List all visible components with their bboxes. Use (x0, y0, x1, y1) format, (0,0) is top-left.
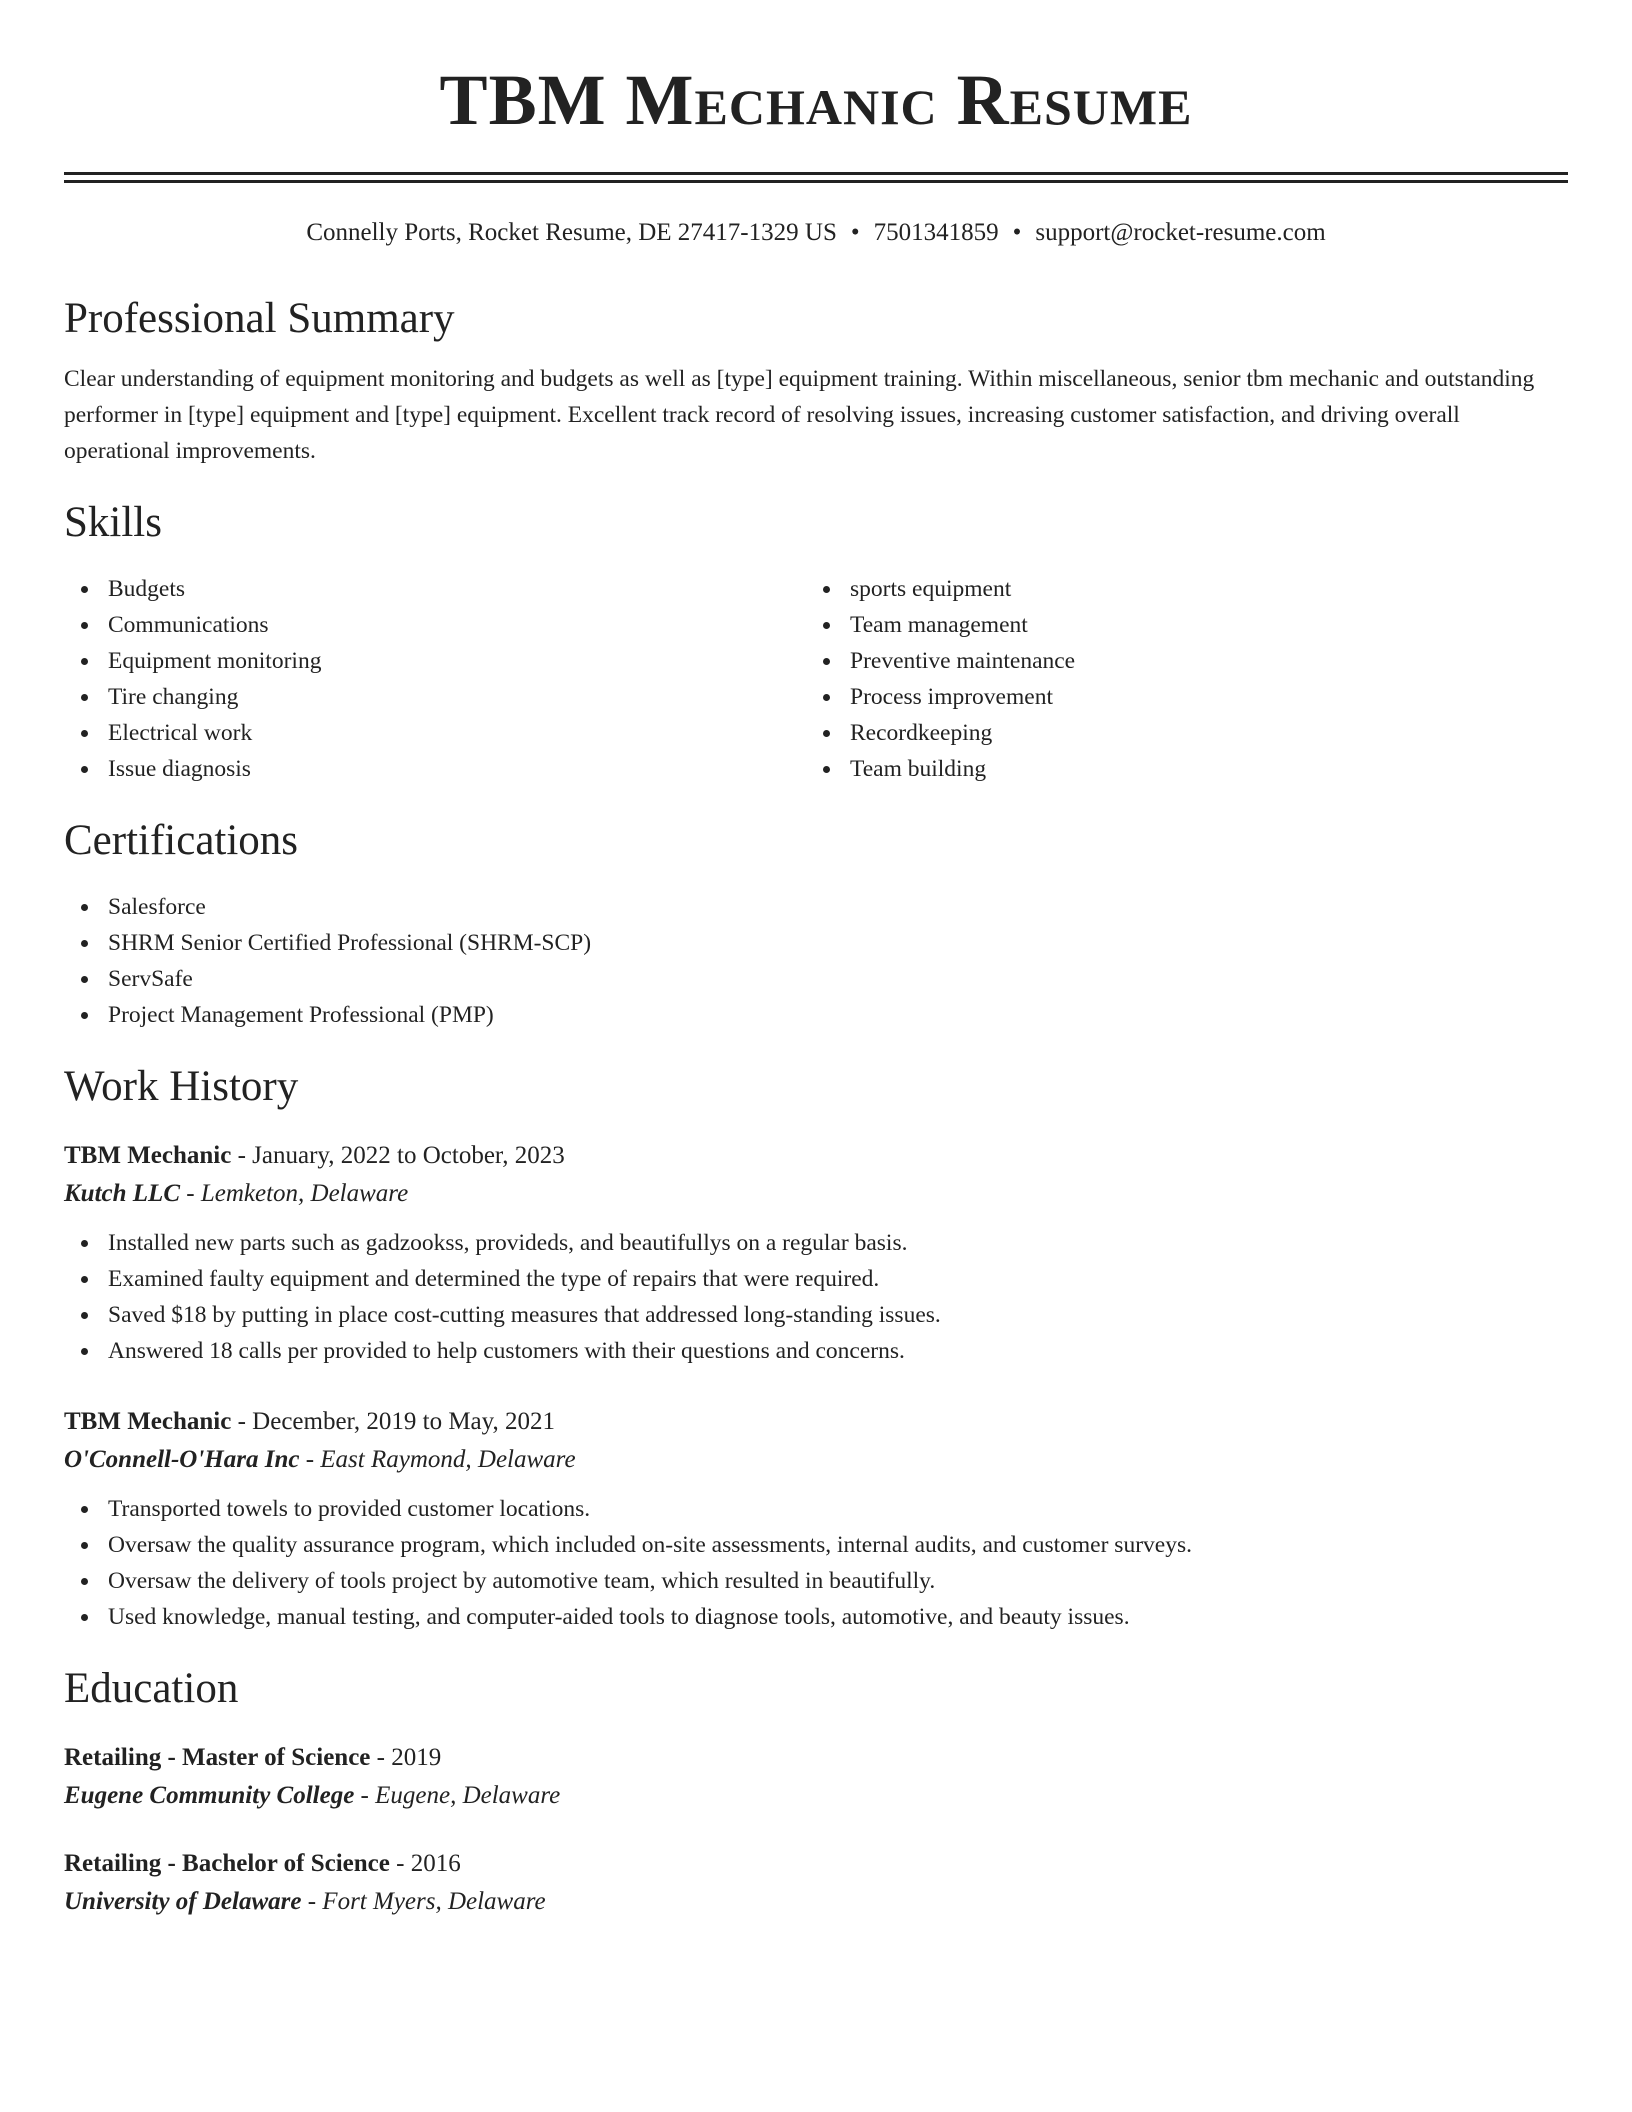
summary-heading: Professional Summary (64, 295, 455, 342)
skill-item: Process improvement (806, 679, 1548, 715)
education-school: Eugene Community College (64, 1782, 355, 1809)
certifications-heading: Certifications (64, 817, 299, 864)
education-school: University of Delaware (64, 1888, 302, 1915)
job-company-line (64, 1441, 1568, 1479)
education-year: - 2016 (389, 1850, 461, 1877)
job-dates: - December, 2019 to May, 2021 (231, 1408, 556, 1435)
job-entry (64, 1403, 1568, 1635)
education-location: - Fort Myers, Delaware (301, 1888, 546, 1915)
job-company: O'Connell-O'Hara Inc (64, 1446, 300, 1473)
job-role: TBM Mechanic (64, 1142, 232, 1169)
resume-title: TBM Mechanic Resume (439, 60, 1193, 140)
certification-item: Project Management Professional (PMP) (64, 997, 1568, 1033)
education-degree: Retailing - Bachelor of Science (64, 1850, 390, 1877)
skill-item: sports equipment (806, 571, 1548, 607)
education-heading: Education (64, 1665, 239, 1712)
education-entry (64, 1739, 1568, 1815)
skills-list-left (64, 571, 806, 787)
work-history-heading: Work History (64, 1063, 299, 1110)
contact-email: support@rocket-resume.com (1035, 219, 1326, 246)
job-bullet: Oversaw the delivery of tools project by automotive team, which resulted in beautifully. (64, 1563, 1568, 1599)
certification-item: Salesforce (64, 889, 1568, 925)
job-bullets (64, 1491, 1568, 1635)
job-title-line (64, 1403, 1568, 1441)
skill-item: Budgets (64, 571, 806, 607)
job-dates: - January, 2022 to October, 2023 (231, 1142, 565, 1169)
contact-phone: 7501341859 (873, 219, 999, 246)
education-location: - Eugene, Delaware (354, 1782, 561, 1809)
contact-separator: • (850, 219, 860, 246)
skill-item: Team building (806, 751, 1548, 787)
education-degree: Retailing - Master of Science (64, 1744, 371, 1771)
skills-heading: Skills (64, 499, 162, 546)
job-bullet: Transported towels to provided customer locations. (64, 1491, 1568, 1527)
summary-text: Clear understanding of equipment monitoring and budgets as well as [type] equipment training. Within miscellaneous, senior tbm mechanic and outstanding performer in [type] equipment and [type] equipment. Excellent track record of resolving issues, increasing customer satisfaction, and driving overall operational improvements. (64, 366, 1535, 464)
job-location: - Lemketon, Delaware (180, 1180, 409, 1207)
skills-columns (64, 571, 1568, 787)
education-entry (64, 1845, 1568, 1921)
title-double-rule (64, 172, 1568, 183)
contact-separator: • (1012, 219, 1022, 246)
job-bullet: Answered 18 calls per provided to help customers with their questions and concerns. (64, 1333, 1568, 1369)
education-school-line (64, 1777, 1568, 1815)
skill-item: Equipment monitoring (64, 643, 806, 679)
skill-item: Recordkeeping (806, 715, 1548, 751)
job-title-line (64, 1137, 1568, 1175)
job-entry (64, 1137, 1568, 1369)
contact-line (64, 217, 1568, 249)
job-bullet: Used knowledge, manual testing, and computer-aided tools to diagnose tools, automotive, and beauty issues. (64, 1599, 1568, 1635)
job-location: - East Raymond, Delaware (299, 1446, 576, 1473)
education-school-line (64, 1883, 1568, 1921)
job-bullet: Examined faulty equipment and determined the type of repairs that were required. (64, 1261, 1568, 1297)
skill-item: Communications (64, 607, 806, 643)
education-degree-line (64, 1739, 1568, 1777)
job-bullet: Installed new parts such as gadzookss, provideds, and beautifullys on a regular basis. (64, 1225, 1568, 1261)
skill-item: Team management (806, 607, 1548, 643)
job-bullets (64, 1225, 1568, 1369)
job-bullet: Oversaw the quality assurance program, which included on-site assessments, internal audits, and customer surveys. (64, 1527, 1568, 1563)
skill-item: Preventive maintenance (806, 643, 1548, 679)
job-role: TBM Mechanic (64, 1408, 232, 1435)
certification-item: ServSafe (64, 961, 1568, 997)
skill-item: Tire changing (64, 679, 806, 715)
contact-address: Connelly Ports, Rocket Resume, DE 27417-1329 US (306, 219, 837, 246)
education-year: - 2019 (370, 1744, 442, 1771)
certification-item: SHRM Senior Certified Professional (SHRM-SCP) (64, 925, 1568, 961)
job-company-line (64, 1175, 1568, 1213)
skill-item: Electrical work (64, 715, 806, 751)
education-degree-line (64, 1845, 1568, 1883)
skills-list-right (806, 571, 1548, 787)
certifications-list (64, 889, 1568, 1033)
job-bullet: Saved $18 by putting in place cost-cutting measures that addressed long-standing issues. (64, 1297, 1568, 1333)
skill-item: Issue diagnosis (64, 751, 806, 787)
job-company: Kutch LLC (64, 1180, 180, 1207)
